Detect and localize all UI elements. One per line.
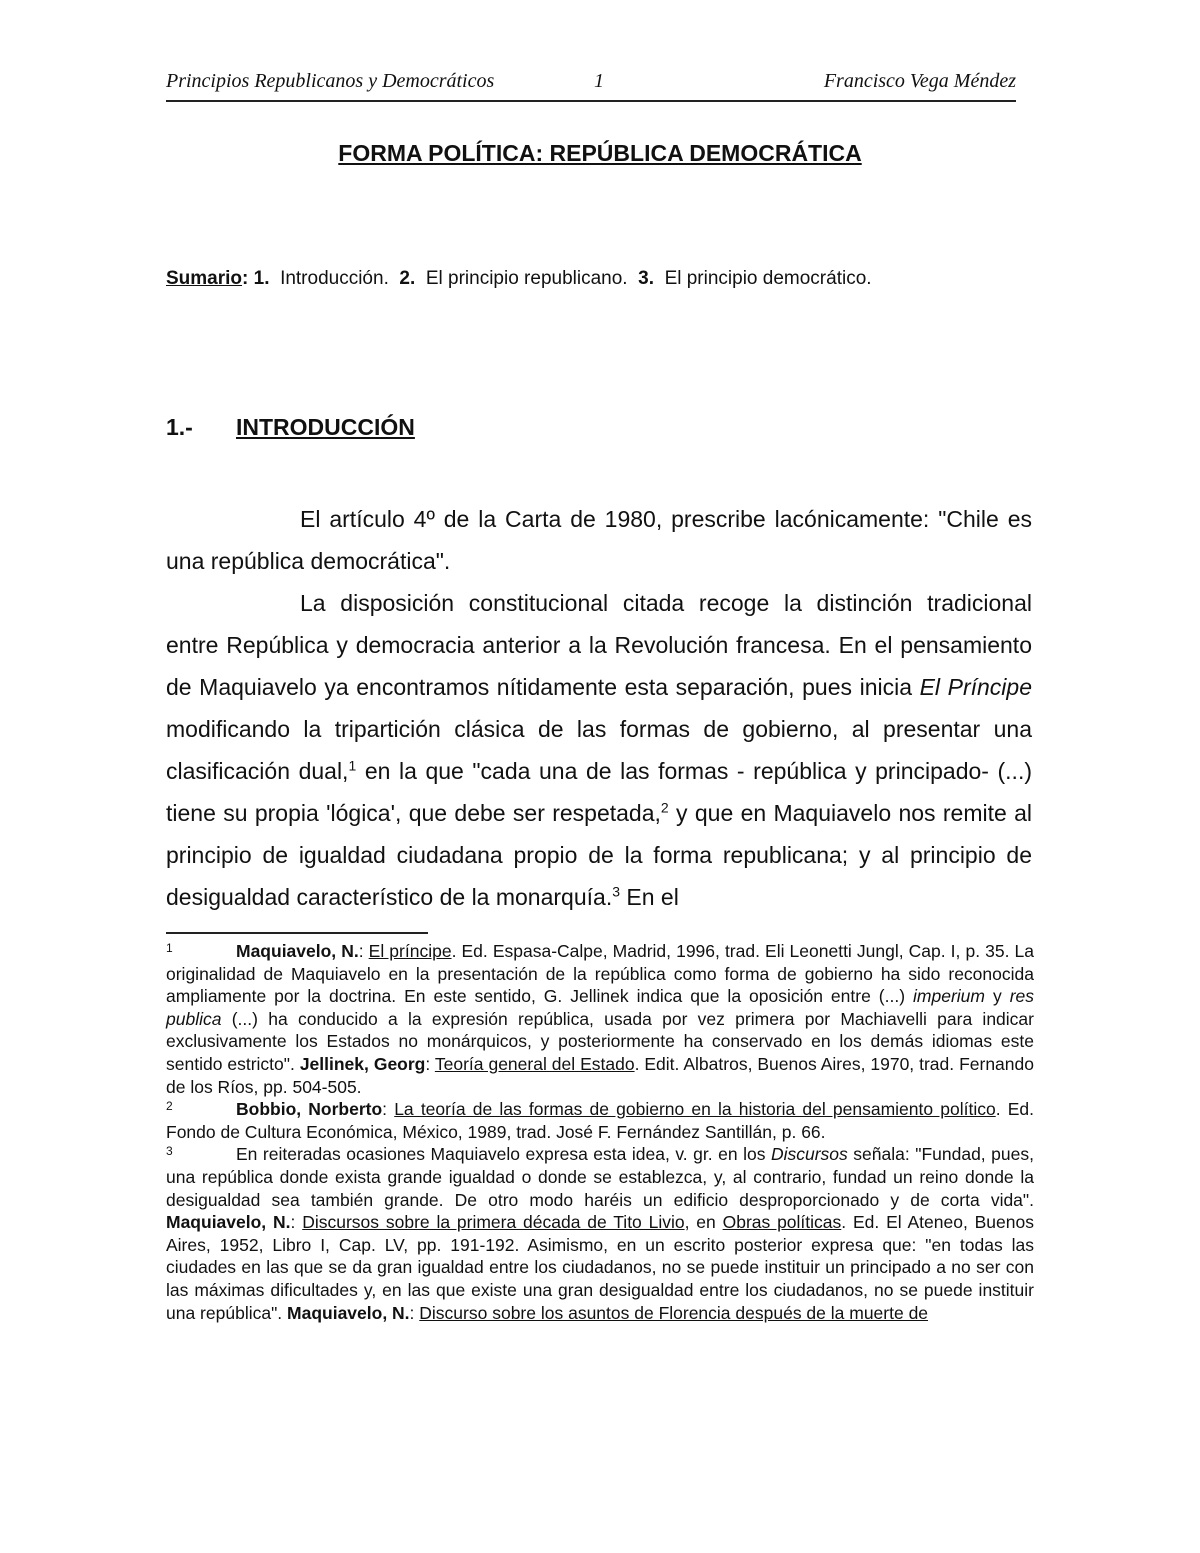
summary-label: Sumario	[166, 268, 243, 289]
footnotes	[166, 940, 1034, 1324]
paragraph-1: El artículo 4º de la Carta de 1980, prescribe lacónicamente: "Chile es una república democrática".	[166, 506, 1032, 574]
footnote-1-work-2: Teoría general del Estado	[434, 1053, 635, 1074]
footnote-2-work: La teoría de las formas de gobierno en la historia del pensamiento político	[394, 1099, 996, 1120]
footnote-ref-2[interactable]: 2	[660, 799, 669, 816]
paragraph-2-part-d: y que en Maquiavelo nos remite al principio de igualdad ciudadana propio de la forma republicana; y al principio de desigualdad característico de la monarquía.	[166, 800, 1032, 910]
paragraph-2	[166, 582, 1032, 918]
footnote-2-author: Bobbio, Norberto	[236, 1099, 383, 1120]
footnote-separator	[166, 932, 428, 934]
footnote-1-author-1: Maquiavelo, N.	[236, 941, 359, 961]
section-heading	[166, 414, 415, 441]
footnote-1-text-4: . Edit. Albatros, Buenos Aires, 1970, trad. Fernando de los Ríos, pp. 504-505.	[166, 1053, 1034, 1097]
header-page-number: 1	[594, 70, 604, 92]
summary-item-2-text: El principio republicano.	[425, 268, 628, 289]
paragraph-2-part-a: La disposición constitucional citada recoge la distinción tradicional entre República y democracia anterior a la Revolución francesa. En el pensamiento de Maquiavelo ya encontramos nítidamente esta separación, pues inicia	[166, 590, 1032, 700]
footnote-1-text-3: (...) ha conducido a la expresión república, usada por vez primera por Machiavelli para indicar exclusivamente los Estados no monárquicos, y posteriormente ha conservado en los demás idiomas este sentido estricto".	[166, 1008, 1034, 1074]
book-title-el-principe: El Príncipe	[919, 674, 1033, 700]
footnote-3-work-2: Obras políticas	[722, 1212, 842, 1233]
summary-item-1-number: 1.	[253, 268, 270, 289]
summary-item-3-text: El principio democrático.	[664, 268, 872, 289]
page-title	[0, 140, 1200, 167]
body-text	[166, 498, 1032, 918]
footnote-3-work-1: Discursos sobre la primera década de Tito Livio	[302, 1212, 685, 1233]
footnote-3-sep-2: :	[409, 1302, 420, 1323]
summary-item-1-text: Introducción.	[280, 268, 389, 289]
footnote-1-sep-2: :	[425, 1053, 435, 1074]
section-number: 1.-	[166, 414, 193, 440]
summary-colon: :	[242, 268, 249, 289]
header-author: Francisco Vega Méndez	[823, 70, 1016, 92]
footnote-3-text-4: . Ed. El Ateneo, Buenos Aires, 1952, Libro I, Cap. LV, pp. 191-192. Asimismo, en un escrito posterior expresa que: "en todas las ciudades en las que se da gran igualdad entre los ciudadanos, no se puede instituir un principado a no ser con las máximas dificultades y, en las que existe una gran desigualdad entre los ciudadanos, no se puede instituir una república".	[166, 1212, 1034, 1323]
footnote-1-work-1: El príncipe	[368, 941, 452, 961]
footnote-ref-1[interactable]: 1	[348, 757, 357, 774]
footnote-1-author-2: Jellinek, Georg	[299, 1053, 426, 1074]
footnote-2-sep: :	[382, 1099, 395, 1120]
running-header	[166, 70, 1016, 102]
footnote-1-text-1: . Ed. Espasa-Calpe, Madrid, 1996, trad. Eli Leonetti Jungl, Cap. I, p. 35. La originalidad de Maquiavelo en la presentación de la república como forma de gobierno ha sido reconocida ampliamente por la doctrina. En este sentido, G. Jellinek indica que la oposición entre (...)	[166, 941, 1034, 1007]
footnote-3-sep-1: :	[290, 1212, 303, 1233]
page-title-text: FORMA POLÍTICA: REPÚBLICA DEMOCRÁTICA	[338, 140, 862, 166]
summary-item-3-number: 3.	[638, 268, 654, 289]
footnote-1-term-1: imperium	[913, 986, 985, 1007]
paragraph-2-part-c: en la que "cada una de las formas - república y principado- (...) tiene su propia 'lógica', que debe ser respetada,	[166, 758, 1032, 826]
summary-line	[166, 268, 872, 290]
paragraph-2-part-b: modificando la tripartición clásica de las formas de gobierno, al presentar una clasificación dual,	[166, 716, 1032, 784]
footnote-3-text-1: En reiteradas ocasiones Maquiavelo expresa esta idea, v. gr. en los	[236, 1144, 771, 1165]
footnote-2-text: . Ed. Fondo de Cultura Económica, México, 1989, trad. José F. Fernández Santillán, p. 66.	[166, 1099, 1034, 1142]
footnote-3-term-1: Discursos	[770, 1144, 848, 1165]
footnote-2: 2 Bobbio, Norberto: La teoría de las formas de gobierno en la historia del pensamiento político. Ed. Fondo de Cultura Económica, México, 1989, trad. José F. Fernández Santillán, p. 66.	[166, 1099, 1034, 1142]
footnote-3-text-3: , en	[684, 1212, 723, 1233]
footnote-3: 3 En reiteradas ocasiones Maquiavelo expresa esta idea, v. gr. en los Discursos señala: "Fundad, pues, una república donde exista grande igualdad o donde se establezca, y, al contrario, fundad un reino donde la desigualdad sea también grande. De otro modo haréis un edificio desproporcionado y de corta vida". Maquiavelo, N.: Discursos sobre la primera década de Tito Livio, en Obras políticas. Ed. El Ateneo, Buenos Aires, 1952, Libro I, Cap. LV, pp. 191-192. Asimismo, en un escrito posterior expresa que: "en todas las ciudades en las que se da gran igualdad entre los ciudadanos, no se puede instituir un principado a no ser con las máximas dificultades y, en las que existe una gran desigualdad entre los ciudadanos, no se puede instituir una república". Maquiavelo, N.: Discurso sobre los asuntos de Florencia después de la muerte de	[166, 1144, 1034, 1323]
footnote-1: 1 Maquiavelo, N.: El príncipe. Ed. Espasa-Calpe, Madrid, 1996, trad. Eli Leonetti Jungl, Cap. I, p. 35. La originalidad de Maquiavelo en la presentación de la república como forma de gobierno ha sido reconocida ampliamente por la doctrina. En este sentido, G. Jellinek indica que la oposición entre (...) imperium y res publica (...) ha conducido a la expresión república, usada por vez primera por Machiavelli para indicar exclusivamente los Estados no monárquicos, y posteriormente ha conservado en los demás idiomas este sentido estricto". Jellinek, Georg: Teoría general del Estado. Edit. Albatros, Buenos Aires, 1970, trad. Fernando de los Ríos, pp. 504-505.	[166, 941, 1034, 1097]
footnote-1-term-2: res publica	[166, 986, 1034, 1029]
footnote-ref-3[interactable]: 3	[612, 883, 621, 900]
footnote-3-author-1: Maquiavelo, N.	[166, 1212, 291, 1233]
footnote-1-text-2: y	[984, 986, 1010, 1007]
footnote-3-work-3: Discurso sobre los asuntos de Florencia después de la muerte de	[419, 1302, 929, 1323]
footnote-1-sep-1: :	[358, 941, 369, 961]
summary-item-2-number: 2.	[399, 268, 416, 289]
footnote-3-text-2: señala: "Fundad, pues, una república donde exista grande igualdad o donde se establezca, y, al contrario, fundad un reino donde la desigualdad sea también grande. De otro modo haréis un edificio desproporcionado y de corta vida".	[166, 1144, 1034, 1210]
header-document-title: Principios Republicanos y Democráticos	[166, 70, 495, 92]
footnote-3-author-2: Maquiavelo, N.	[287, 1302, 410, 1323]
paragraph-2-part-e: En el	[620, 884, 679, 910]
section-title: INTRODUCCIÓN	[236, 414, 415, 440]
